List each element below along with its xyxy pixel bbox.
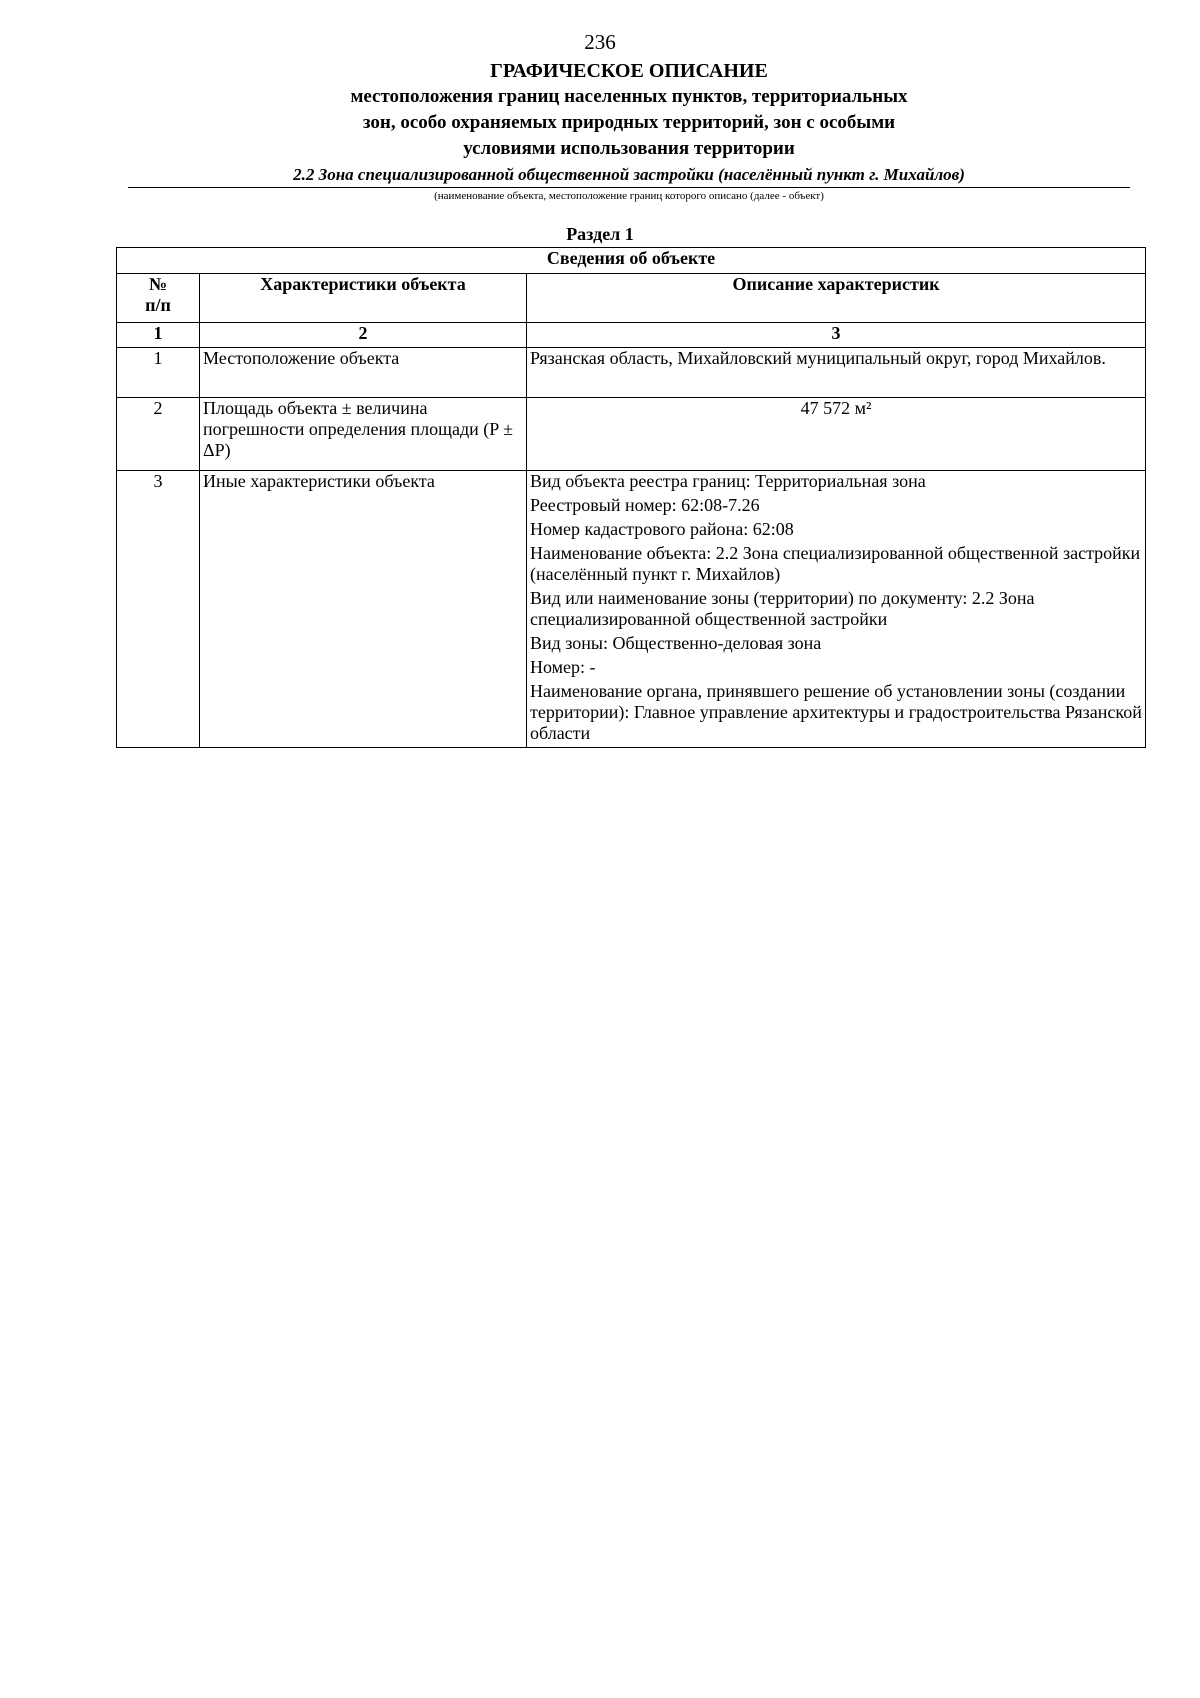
row-characteristic: Иные характеристики объекта: [200, 471, 527, 748]
object-name: 2.2 Зона специализированной общественной застройки (населённый пункт г. Михайлов): [128, 164, 1130, 188]
description-line: Номер: -: [530, 657, 596, 677]
column-number-3: 3: [527, 323, 1146, 348]
table-row: [117, 398, 1146, 471]
section-title: Раздел 1: [566, 224, 634, 244]
row-description: [527, 471, 1146, 748]
header-characteristic: Характеристики объекта: [200, 274, 527, 323]
object-info-table: [116, 247, 1146, 748]
document-subtitle-line-1: местоположения границ населенных пунктов, территориальных: [350, 86, 908, 107]
description-line: Вид или наименование зоны (территории) по документу: 2.2 Зона специализированной общественной застройки: [530, 588, 1035, 629]
table-row: [117, 348, 1146, 398]
header-description: Описание характеристик: [527, 274, 1146, 323]
description-line: Вид объекта реестра границ: Территориальная зона: [530, 471, 926, 491]
row-num: 1: [117, 348, 200, 398]
row-description: Рязанская область, Михайловский муниципальный округ, город Михайлов.: [527, 348, 1146, 398]
row-characteristic: Местоположение объекта: [200, 348, 527, 398]
column-number-2: 2: [200, 323, 527, 348]
description-line: Реестровый номер: 62:08-7.26: [530, 495, 760, 515]
document-subtitle-line-2: зон, особо охраняемых природных территорий, зон с особыми: [362, 112, 896, 133]
table-header-row: [117, 274, 1146, 323]
row-num: 2: [117, 398, 200, 471]
row-num: 3: [117, 471, 200, 748]
header-num-text: № п/п: [145, 274, 171, 315]
row-description: 47 572 м²: [527, 398, 1146, 471]
column-number-1: 1: [117, 323, 200, 348]
description-line: Номер кадастрового района: 62:08: [530, 519, 794, 539]
document-title-block: [128, 58, 1130, 204]
object-name-caption: (наименование объекта, местоположение границ которого описано (далее - объект): [434, 190, 824, 202]
column-number-row: [117, 323, 1146, 348]
header-num: [117, 274, 200, 323]
description-line: Наименование органа, принявшего решение об установлении зоны (создании территории): Главное управление архитектуры и градостроительства Рязанской области: [530, 681, 1142, 743]
document-subtitle-line-3: условиями использования территории: [463, 138, 795, 159]
table-caption-row: [117, 248, 1146, 274]
table-caption: Сведения об объекте: [117, 248, 1146, 274]
description-line: Наименование объекта: 2.2 Зона специализированной общественной застройки (населённый пункт г. Михайлов): [530, 543, 1141, 584]
page-number: 236: [584, 30, 616, 54]
table-row: [117, 471, 1146, 748]
description-line: Вид зоны: Общественно-деловая зона: [530, 633, 822, 653]
row-characteristic: Площадь объекта ± величина погрешности определения площади (P ± ΔP): [200, 398, 527, 471]
document-title: ГРАФИЧЕСКОЕ ОПИСАНИЕ: [490, 60, 768, 82]
